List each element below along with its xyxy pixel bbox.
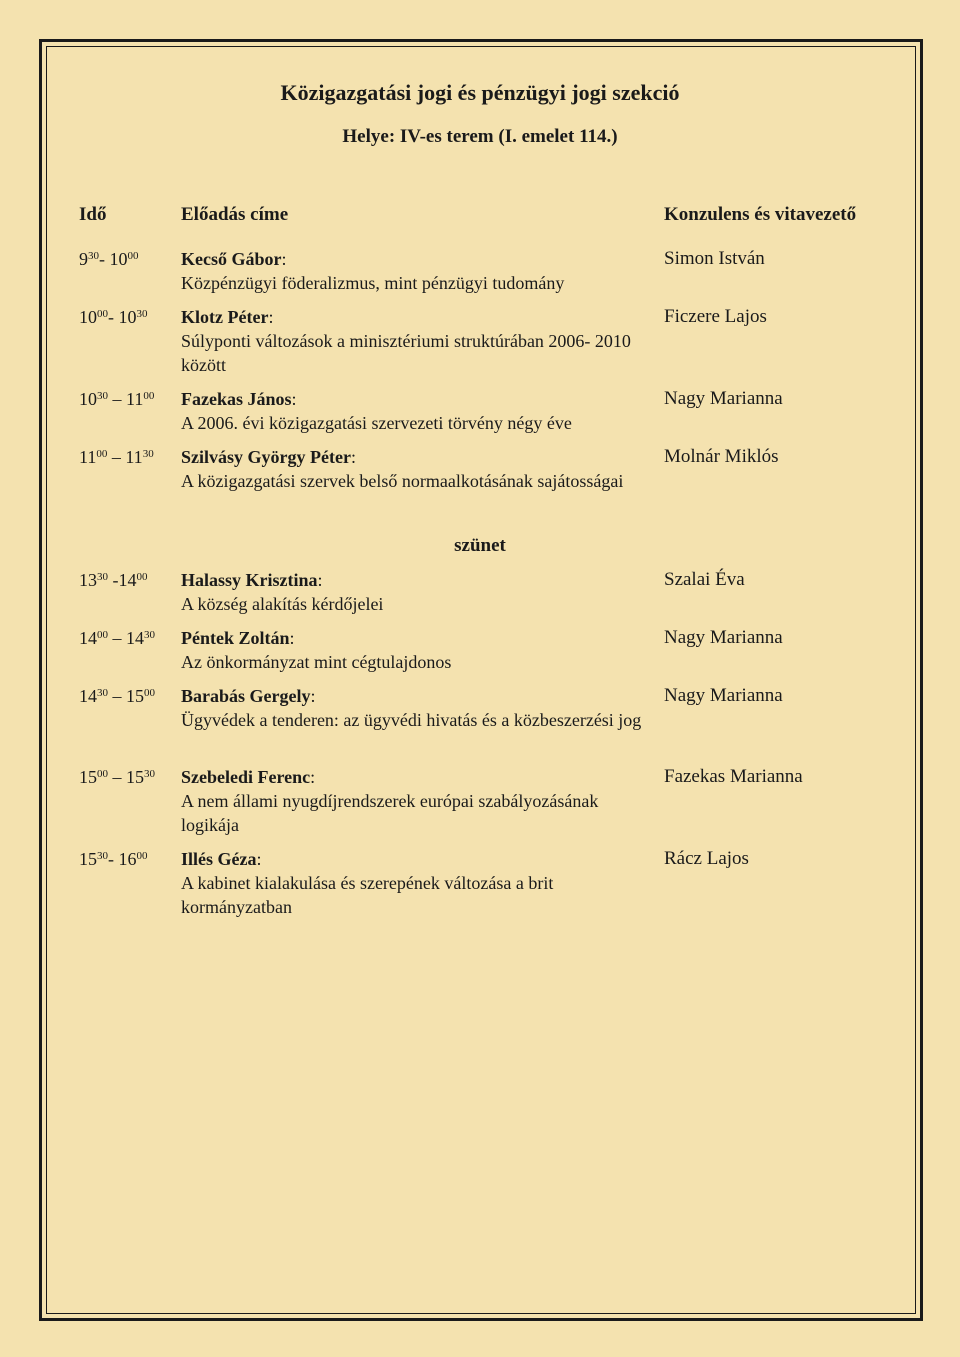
end-hour: 15	[126, 686, 144, 706]
talk-cell	[181, 445, 651, 493]
talk-title: Súlyponti változások a minisztériumi struktúrában 2006- 2010 között	[181, 331, 631, 375]
talk-title: A község alakítás kérdőjelei	[181, 594, 384, 614]
chair-name: Nagy Marianna	[664, 388, 783, 409]
chair-name: Fazekas Marianna	[664, 766, 803, 787]
speaker-name: Szebeledi Ferenc	[181, 767, 311, 787]
break-label: szünet	[454, 535, 506, 556]
speaker-colon: :	[281, 249, 287, 269]
time-range	[79, 445, 154, 469]
time-range	[79, 568, 148, 592]
start-minute: 00	[97, 768, 108, 780]
start-minute: 30	[97, 850, 108, 862]
chair-name: Simon István	[664, 248, 765, 269]
talk-title: Ügyvédek a tenderen: az ügyvédi hivatás és a közbeszerzési jog	[181, 710, 642, 730]
header-time: Idő	[79, 204, 107, 225]
speaker-colon: :	[256, 849, 262, 869]
chair-name: Szalai Éva	[664, 569, 745, 590]
time-range	[79, 305, 148, 329]
end-minute: 30	[136, 308, 148, 320]
end-hour: 11	[126, 389, 144, 409]
end-hour: 10	[118, 307, 137, 327]
page-title: Közigazgatási jogi és pénzügyi jogi szekció	[280, 80, 680, 105]
end-hour: 14	[118, 570, 137, 590]
talk-title: A 2006. évi közigazgatási szervezeti törvény négy éve	[181, 413, 572, 433]
chair-name: Nagy Marianna	[664, 627, 783, 648]
time-range	[79, 684, 155, 708]
start-minute: 30	[97, 390, 108, 402]
end-minute: 00	[127, 250, 139, 262]
start-hour: 15	[79, 767, 97, 787]
speaker-colon: :	[289, 628, 295, 648]
speaker-name: Klotz Péter	[181, 307, 269, 327]
talk-cell	[181, 247, 651, 295]
start-minute: 00	[97, 308, 108, 320]
chair-name: Nagy Marianna	[664, 685, 783, 706]
start-hour: 13	[79, 570, 97, 590]
time-separator: -	[99, 249, 110, 269]
chair-name: Molnár Miklós	[664, 446, 779, 467]
end-hour: 11	[125, 447, 143, 467]
end-minute: 00	[136, 850, 148, 862]
start-minute: 30	[88, 250, 99, 262]
header-talk: Előadás címe	[181, 204, 289, 225]
start-minute: 30	[97, 687, 108, 699]
speaker-name: Barabás Gergely	[181, 686, 311, 706]
time-separator: –	[107, 447, 126, 467]
chair-name: Rácz Lajos	[664, 848, 749, 869]
speaker-name: Kecső Gábor	[181, 249, 282, 269]
start-hour: 11	[79, 447, 97, 467]
start-hour: 10	[79, 389, 97, 409]
speaker-colon: :	[310, 767, 316, 787]
time-range	[79, 387, 154, 411]
talk-cell	[181, 387, 651, 435]
end-hour: 10	[109, 249, 128, 269]
talk-cell	[181, 847, 651, 919]
talk-cell	[181, 765, 651, 837]
end-minute: 30	[144, 629, 155, 641]
end-minute: 00	[136, 571, 148, 583]
talk-title: A közigazgatási szervek belső normaalkotásának sajátosságai	[181, 471, 624, 491]
speaker-colon: :	[350, 447, 356, 467]
speaker-name: Szilvásy György Péter	[181, 447, 351, 467]
end-minute: 00	[143, 390, 155, 402]
end-minute: 30	[142, 448, 154, 460]
talk-title: A nem állami nyugdíjrendszerek európai szabályozásának logikája	[181, 791, 599, 835]
time-separator: –	[108, 767, 126, 787]
time-range	[79, 626, 155, 650]
time-separator: –	[108, 628, 126, 648]
start-hour: 9	[79, 249, 88, 269]
start-minute: 30	[97, 571, 108, 583]
talk-cell	[181, 305, 651, 377]
speaker-name: Péntek Zoltán	[181, 628, 290, 648]
header-chair: Konzulens és vitavezető	[664, 204, 857, 225]
speaker-colon: :	[317, 570, 323, 590]
end-hour: 14	[126, 628, 144, 648]
start-hour: 14	[79, 686, 97, 706]
talk-cell	[181, 568, 651, 616]
time-range	[79, 765, 155, 789]
end-hour: 16	[118, 849, 137, 869]
page-border-inner	[46, 46, 916, 1314]
time-separator: –	[108, 389, 126, 409]
talk-title: A kabinet kialakulása és szerepének változása a brit kormányzatban	[181, 873, 554, 917]
speaker-name: Illés Géza	[181, 849, 257, 869]
speaker-name: Halassy Krisztina	[181, 570, 318, 590]
start-minute: 00	[96, 448, 108, 460]
speaker-colon: :	[291, 389, 297, 409]
talk-cell	[181, 684, 651, 732]
time-separator: -	[108, 849, 119, 869]
location-subtitle: Helye: IV-es terem (I. emelet 114.)	[342, 126, 618, 147]
speaker-colon: :	[268, 307, 274, 327]
speaker-name: Fazekas János	[181, 389, 292, 409]
start-hour: 14	[79, 628, 97, 648]
time-separator: –	[108, 686, 126, 706]
talk-cell	[181, 626, 651, 674]
talk-title: Az önkormányzat mint cégtulajdonos	[181, 652, 452, 672]
talk-title: Közpénzügyi föderalizmus, mint pénzügyi tudomány	[181, 273, 565, 293]
end-hour: 15	[126, 767, 144, 787]
start-minute: 00	[97, 629, 108, 641]
time-range	[79, 247, 139, 271]
time-separator: -	[108, 570, 119, 590]
time-range	[79, 847, 148, 871]
end-minute: 30	[144, 768, 155, 780]
speaker-colon: :	[310, 686, 316, 706]
time-separator: -	[108, 307, 119, 327]
start-hour: 10	[79, 307, 97, 327]
end-minute: 00	[144, 687, 155, 699]
start-hour: 15	[79, 849, 97, 869]
chair-name: Ficzere Lajos	[664, 306, 767, 327]
